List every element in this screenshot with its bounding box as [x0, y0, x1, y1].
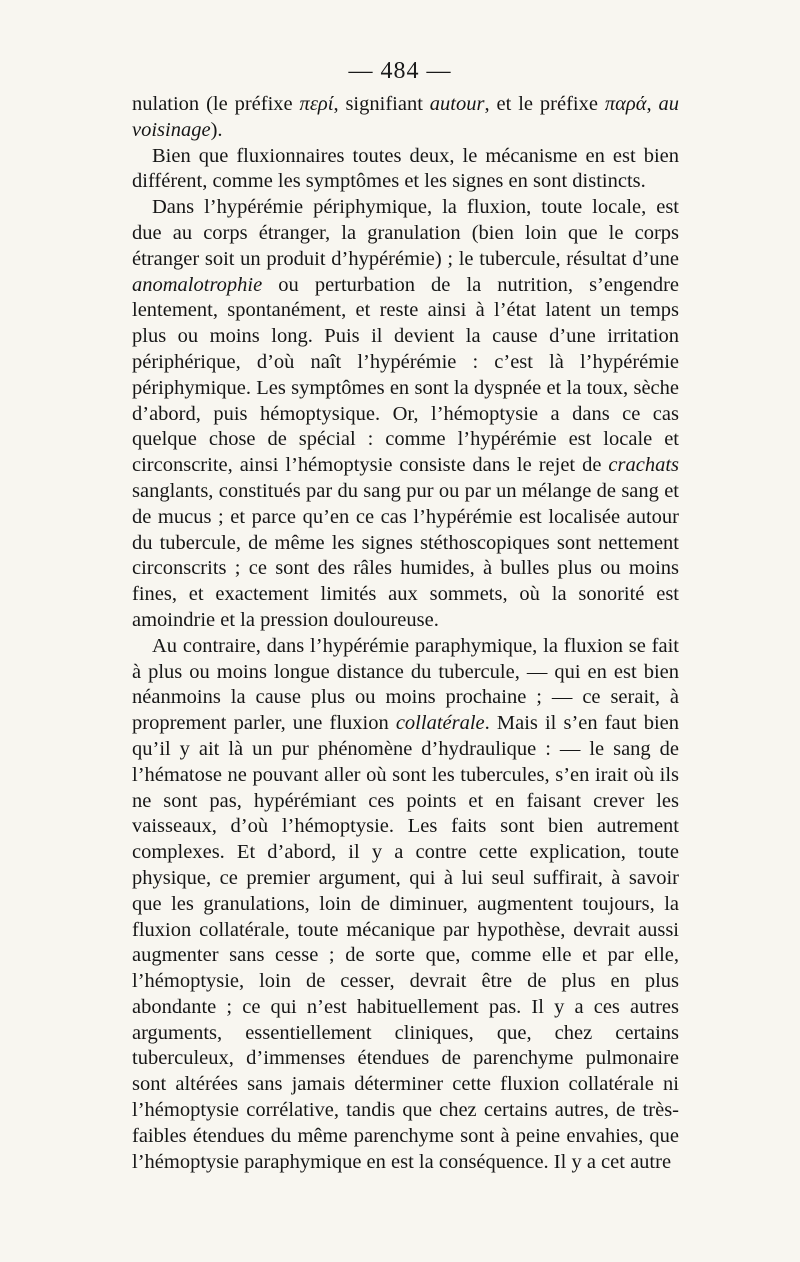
italic-run: autour — [429, 93, 485, 115]
text-run: Au contraire, dans l’hypérémie paraphymique, la fluxion se fait à plus ou moins longue distance du tubercule, — qui en est bien néanmoins la cause plus ou moins prochaine ; — ce serait, à proprement parler, une fluxion — [132, 634, 679, 735]
body-text — [132, 92, 679, 1175]
italic-run: collatérale — [395, 712, 485, 735]
italic-run: au voisinage — [132, 93, 680, 141]
italic-run: crachats — [608, 454, 679, 477]
text-run: ). — [210, 118, 223, 141]
text-run: . Mais il s’en faut bien qu’il y ait là un pur phénomène d’hydraulique : — le sang de l’hématose ne pouvant aller où sont les tubercules, s’en irait où ils ne sont pas, hypérémiant ces points et en faisant crever les vaisseaux, d’où l’hémoptysie. Les faits sont bien autrement complexes. Et d’abord, il y a contre cette explication, toute physique, ce premier argument, qui à lui seul suffirait, à savoir que les granulations, loin de diminuer, augmentent toujours, la fluxion collatérale, toute mécanique par hypothèse, devrait aussi augmenter sans cesse ; de sorte que, comme elle et par elle, l’hémoptysie, loin de cesser, devrait être de plus en plus abondante ; ce qui n’est habituellement pas. Il y a ces autres arguments, essentiellement cliniques, que, chez certains tuberculeux, d’immenses étendues de parenchyme pulmonaire sont altérées sans jamais déterminer cette fluxion collatérale ni l’hémoptysie corrélative, tandis que chez certains autres, de très-faibles étendues du même parenchyme sont à peine envahies, que l’hémoptysie paraphymique en est la conséquence. Il y a cet autre — [132, 712, 679, 1173]
paragraph-1 — [132, 92, 679, 144]
paragraph-4 — [132, 634, 679, 1176]
text-run: , signifiant — [333, 93, 430, 115]
paragraph-2 — [132, 144, 679, 196]
italic-run: anomalotrophie — [132, 273, 263, 296]
text-run: , — [646, 93, 659, 115]
text-run: nulation (le préfixe — [132, 93, 300, 115]
text-run: Bien que fluxionnaires toutes deux, le mécanisme en est bien différent, comme les symptômes et les signes en sont distincts. — [132, 144, 679, 193]
text-run: , et le préfixe — [484, 93, 605, 115]
paragraph-3 — [132, 195, 679, 634]
text-run: sanglants, constitués par du sang pur ou par un mélange de sang et de mucus ; et parce qu’en ce cas l’hypérémie est localisée autour du tubercule, de même les signes stéthoscopiques sont nettement circonscrits ; ce sont des râles humides, à bulles plus ou moins fines, et exactement limités aux sommets, où la sonorité est amoindrie et la pression douloureuse. — [132, 479, 679, 631]
page-number: — 484 — — [348, 58, 452, 84]
italic-run: περί — [299, 93, 334, 115]
text-run: Dans l’hypérémie périphymique, la fluxion, toute locale, est due au corps étranger, la granulation (bien loin que le corps étranger soit un produit d’hypérémie) ; le tubercule, résultat d’une — [132, 196, 679, 270]
text-run: ou perturbation de la nutrition, s’engendre lentement, spontanément, et reste ainsi à l’état latent un temps plus ou moins long. Puis il devient la cause d’une irritation périphérique, d’où naît l’hypérémie : c’est là l’hypérémie périphymique. Les symptômes en sont la dyspnée et la toux, sèche d’abord, puis hémoptysique. Or, l’hémoptysie a dans ce cas quelque chose de spécial : comme l’hypérémie est locale et circonscrite, ainsi l’hémoptysie consiste dans le rejet de — [132, 273, 679, 477]
italic-run: παρά — [604, 93, 647, 115]
